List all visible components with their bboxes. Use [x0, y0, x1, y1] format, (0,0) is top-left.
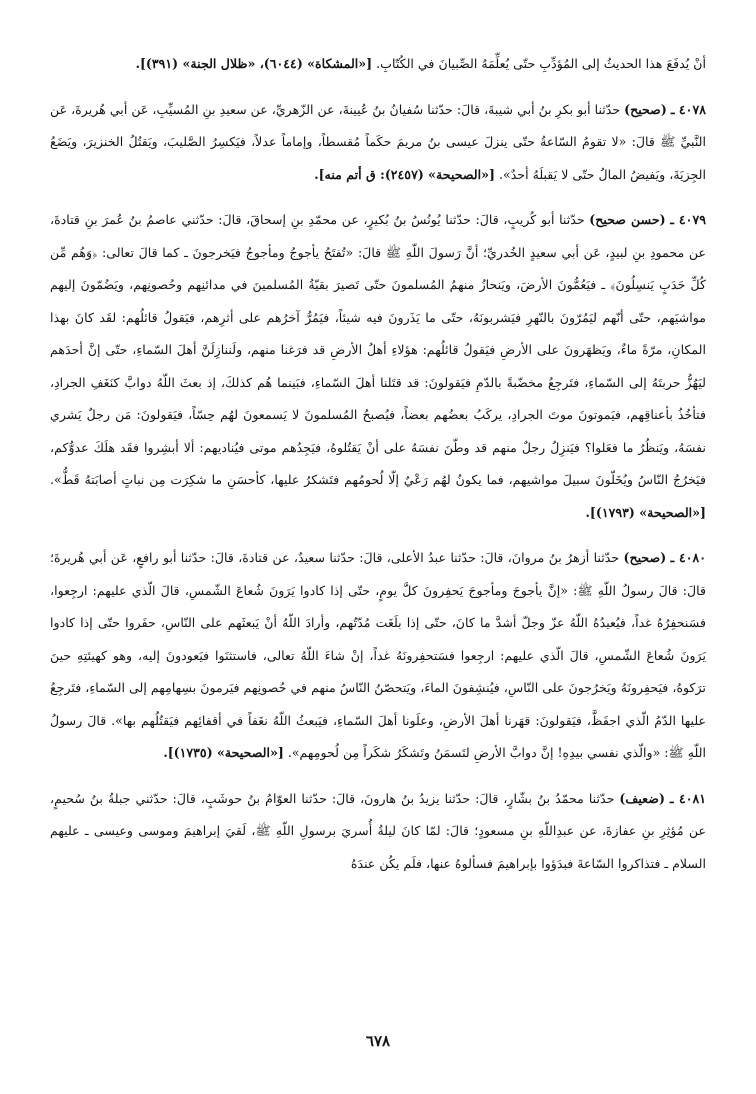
hadith-text: حدّثنا أبو كُريبٍ، قالَ: حدّثنا يُونُسُ بنُ بُكيرٍ، عن محمّدِ بنِ إسحاقَ، قالَ: حدّثني عاصمُ بنُ عُمرَ بنِ قتادةَ، عن محمودِ بنِ لبيدٍ، عَن أبي سعيدٍ الخُدريِّ؛ أنَّ رَسولَ اللّهِ ﷺ قالَ: «تُفتَحُ يأجوجُ ومأجوجُ فيَخرجونَ ـ كما قالَ تعالى: ﴿وَهُم مِّن كُلِّ حَدَبٍ يَنسِلُونَ﴾ ـ فيَعُمُّونَ الأرضَ، ويَنحازُ منهمُ المُسلمونَ حتّى تَصيرَ بقيّةُ المُسلمينَ في مدائنِهم وحُصونِهم، ويَضُمّونَ إليهم مواشيَهم، حتّى أنّهم ليَمُرّونَ بالنّهرِ فيَشربونَهُ، حتّى ما يَذَرونَ فيه شيئاً، فيَمُرُّ آخرُهم على أثرِهم، فيَقولُ قائلُهم: لقَد كانَ بهذا المكانِ، مرّةً ماءٌ، ويَظهَرونَ على الأرضِ فيَقولُ قائلُهم: هؤلاءِ أهلُ الأرضِ قد فرَغنا منهم، ولَننازِلَنَّ أهلَ السّماءِ، حتّى إنَّ أحدَهم ليَهُزُّ حربتَهُ إلى السّماءِ، فتَرجِعُ مخضّبةً بالدّمِ فيَقولونَ: قد قتَلنا أهلَ السّماءِ، فبَينما هُم كذلكَ، إذ بعثَ اللّهُ دوابَّ كنَغَفِ الجرادِ، فتأخُذُ بأعناقِهم، فيَموتونَ موتَ الجرادِ، يركَبُ بعضُهم بعضاً، فيُصبحُ المُسلمونَ لا يَسمعونَ لهُم حِسّاً، فيَقولونَ: مَن رجلٌ يَشري نفسَهُ، ويَنظُرُ ما فعَلوا؟ فيَنزِلُ رجلٌ منهم قد وطّنَ نفسَهُ على أنْ يَقتُلوهُ، فيَجِدُهم موتى فيُناديهم: ألا أبشِروا فقَد هلَكَ عدوُّكم، فيَخرُجُ النّاسُ ويُخَلّونَ سبيلَ مواشيهم، فما يكونُ لهُم رَعْيٌ إلّا لُحومُهم فتَشكرُ عليها، كأحسَنِ ما شكِرَت مِن نباتٍ أصابَتهُ قَطُّ».	[50, 212, 706, 487]
intro-paragraph	[50, 48, 706, 81]
hadith-number: ٤٠٨١ ـ	[669, 790, 706, 806]
hadith-reference: [«الصحيحة» (١٧٣٥)].	[163, 745, 284, 760]
intro-text: أنْ يُدفَعَ هذا الحديثُ إلى المُؤدِّبِ حتّى يُعلِّمَهُ الصِّبيانَ في الكُتّابِ.	[376, 56, 706, 71]
hadith-text: حدّثنا محمّدُ بنُ بشّارٍ، قالَ: حدّثنا يزيدُ بنُ هارونَ، قالَ: حدّثنا العوّامُ بنُ حوشَبٍ، قالَ: حدّثني جبلةُ بنُ سُحيمٍ، عن مُؤثِرِ بنِ عفازةَ، عن عبدِاللّهِ بنِ مسعودٍ؛ قالَ: لمّا كانَ ليلةُ أُسريَ برسولِ اللّهِ ﷺ، لَقيَ إبراهيمَ وموسى وعيسى ـ عليهم السلام ـ فتذاكروا السّاعةَ فبدَؤوا بإبراهيمَ فسألوهُ عنها، فلَم يكُن عندَهُ	[50, 790, 706, 871]
hadith-number: ٤٠٨٠ ـ	[670, 550, 706, 565]
hadith-grade: (صحيح)	[624, 101, 667, 117]
hadith-text: حدّثنا أزهرُ بنُ مروانَ، قالَ: حدّثنا عبدُ الأعلى، قالَ: حدّثنا سعيدٌ، عن قتادةَ، قالَ: حدّثنا أبو رافعٍ، عَن أبي هُريرةَ؛ قالَ: قالَ رسولُ اللّهِ ﷺ: «إنَّ يأجوجَ ومأجوجَ يَحفِرونَ كلَّ يومٍ، حتّى إذا كادوا يَرَونَ شُعاعَ الشّمسِ، قالَ الّذي عليهم: ارجِعوا، فسَنحفِرُهُ غداً، فيُعيدُهُ اللّهُ عزّ وجلّ أشدَّ ما كانَ، حتّى إذا بلَغَت مُدّتُهم، وأرادَ اللّهُ أنْ يَبعثَهم على النّاسِ، حفَروا حتّى إذا كادوا يَرَونَ شُعاعَ الشّمسِ، قالَ الّذي عليهم: ارجِعوا فسَتحفِرونَهُ غداً، إنْ شاءَ اللّهُ تعالى، فاستثنَوا فيَعودونَ إليه، وهو كهيئتِهِ حينَ ترَكوهُ، فيَحفِرونَهُ ويَخرُجونَ على النّاسِ، فيُنشِفونَ الماءَ، ويَتحصّنُ النّاسُ منهم في حُصونِهم فيَرمونَ بسِهامِهم إلى السّماءِ، فتَرجِعُ عليها الدّمُ الّذي اجفَظَّ، فيَقولونَ: قهَرنا أهلَ الأرضِ، وعلَونا أهلَ السّماءِ، فيَبعثُ اللّهُ نغَفاً في أقفائِهم فيَقتُلُهم بها». قالَ رسولُ اللّهِ ﷺ: «والّذي نفسي بيدِهِ! إنَّ دوابَّ الأرضِ لتَسمَنُ وتَشكَرُ شكَراً مِن لُحومِهم».	[50, 550, 706, 760]
hadith-grade: (حسن صحيح)	[589, 212, 666, 227]
hadith-grade: (ضعيف)	[619, 790, 665, 806]
hadith-4079	[50, 204, 706, 529]
intro-reference: [«المشكاة» (٦٠٤٤)، «ظلال الجنة» (٣٩١)].	[135, 56, 373, 71]
hadith-text: حدّثنا أبو بكرِ بنُ أبي شيبةَ، قالَ: حدّثنا سُفيانُ بنُ عُيينةَ، عن الزّهريِّ، عن سعيدِ بنِ المُسيِّبِ، عَن أبي هُريرةَ، عَن النَّبيِّ ﷺ قالَ: «لا تقومُ السّاعةُ حتّى ينزلَ عيسى بنُ مريمَ حكَماً مُقسطاً، وإماماً عدلاً، فيَكسِرُ الصَّليبَ، ويَقتُلُ الخنزيرَ، ويَضَعُ الجِزيَةَ، ويَفيضُ المالُ حتّى لا يَقبلَهُ أحدٌ».	[50, 101, 706, 182]
hadith-4081	[50, 783, 706, 881]
paragraph-gap	[50, 81, 706, 94]
page-number: ٦٧٨	[365, 1032, 391, 1050]
hadith-grade: (صحيح)	[623, 550, 667, 565]
paragraph-gap	[50, 191, 706, 204]
hadith-4078	[50, 94, 706, 192]
hadith-reference: [«الصحيحة» (٢٤٥٧): ق أتم منه].	[314, 166, 495, 182]
paragraph-gap	[50, 770, 706, 783]
hadith-number: ٤٠٧٨ ـ	[670, 101, 706, 117]
hadith-reference: [«الصحيحة» (١٧٩٣)].	[585, 504, 706, 520]
hadith-number: ٤٠٧٩ ـ	[670, 212, 706, 227]
paragraph-gap	[50, 529, 706, 542]
page-body	[50, 48, 706, 880]
hadith-4080	[50, 542, 706, 770]
